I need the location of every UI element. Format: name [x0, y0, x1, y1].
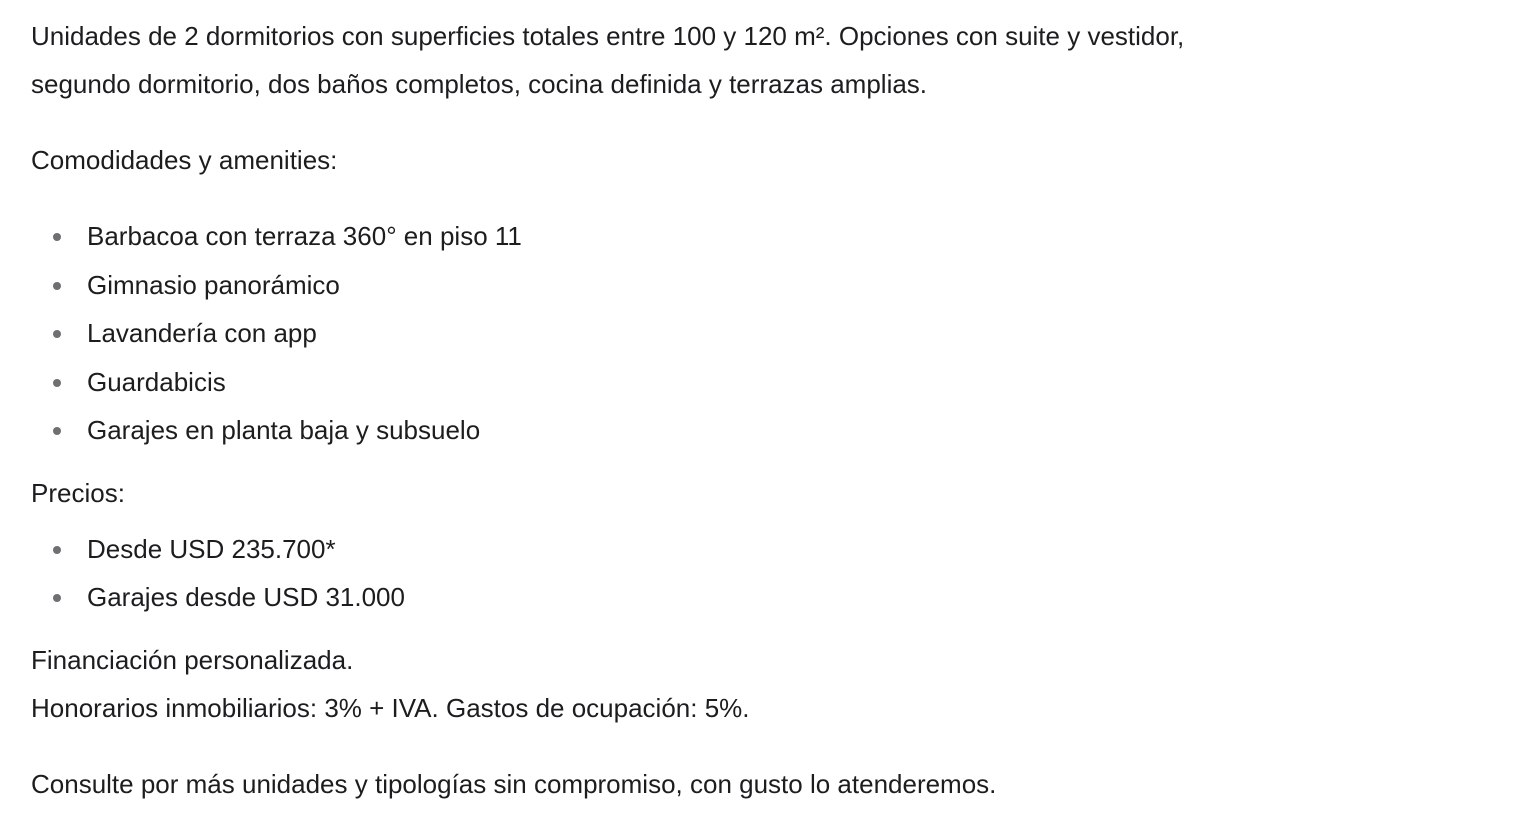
financing-text: Financiación personalizada.: [31, 644, 354, 675]
amenity-item-bbq: Barbacoa con terraza 360° en piso 11: [31, 212, 1481, 261]
amenities-list: [31, 212, 1481, 455]
amenity-item-garages: Garajes en planta baja y subsuelo: [31, 406, 1481, 455]
prices-heading: Precios:: [31, 477, 125, 508]
amenity-item-bike-storage: Guardabicis: [31, 358, 1481, 407]
amenity-item-laundry: Lavandería con app: [31, 309, 1481, 358]
intro-line-1: Unidades de 2 dormitorios con superficies totales entre 100 y 120 m². Opciones con suite y vestidor,: [31, 21, 1185, 51]
fees-text: Honorarios inmobiliarios: 3% + IVA. Gastos de ocupación: 5%.: [31, 692, 750, 723]
intro-line-2: segundo dormitorio, dos baños completos, cocina definida y terrazas amplias.: [31, 69, 928, 99]
amenities-heading: Comodidades y amenities:: [31, 145, 338, 175]
amenity-item-gym: Gimnasio panorámico: [31, 261, 1481, 310]
prices-list: [31, 525, 1481, 622]
closing-text: Consulte por más unidades y tipologías sin compromiso, con gusto lo atenderemos.: [31, 768, 997, 799]
price-item-units: Desde USD 235.700*: [31, 525, 1481, 574]
price-item-garages: Garajes desde USD 31.000: [31, 573, 1481, 622]
intro-paragraph: [31, 12, 1481, 108]
